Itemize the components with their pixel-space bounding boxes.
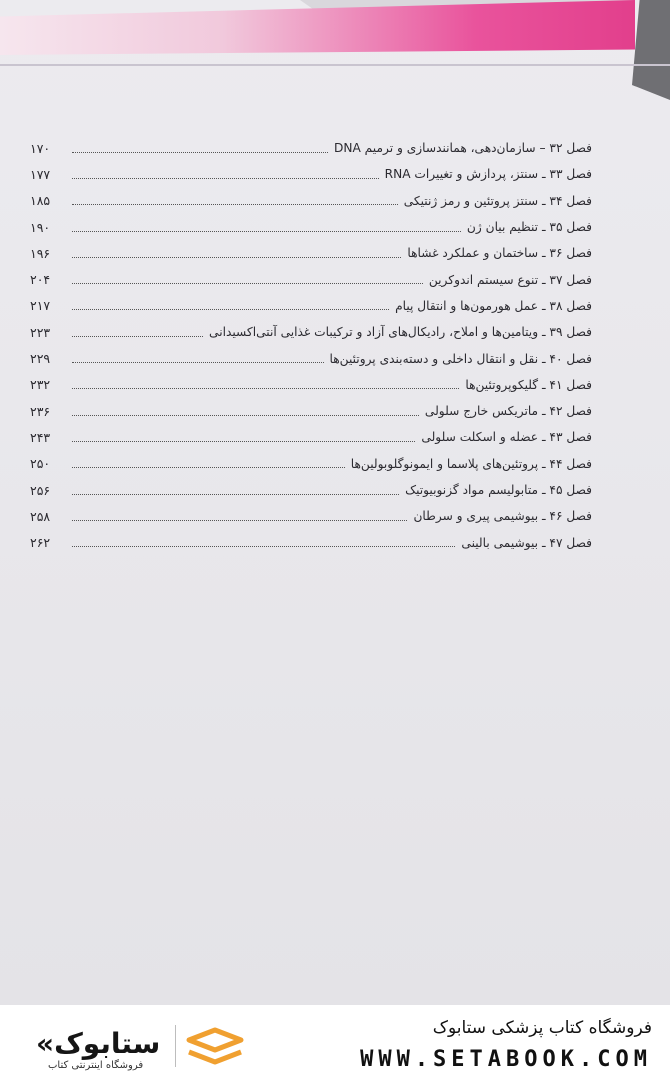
shop-name: فروشگاه کتاب پزشکی ستابوک <box>432 1018 652 1038</box>
toc-leader-dots <box>72 441 415 442</box>
toc-leader-dots <box>72 546 455 547</box>
toc-row <box>30 372 592 398</box>
toc-page-number: ۲۵۰ <box>30 456 51 472</box>
toc-page-number: ۱۷۷ <box>30 166 51 182</box>
toc-row <box>30 161 592 187</box>
setabook-logo-mark-icon <box>185 1026 245 1068</box>
toc-page-number: ۲۲۹ <box>30 351 51 367</box>
toc-leader-dots <box>72 152 328 153</box>
toc-leader-dots <box>72 283 423 284</box>
toc-title: فصل ۴۳ ـ عضله و اسکلت سلولی <box>421 430 592 445</box>
logo-tagline: فروشگاه اینترنتی کتاب <box>48 1060 144 1071</box>
toc-page-number: ۱۸۵ <box>30 193 51 209</box>
logo-wordmark: «ستابوک <box>36 1027 161 1060</box>
toc-page-number: ۱۹۰ <box>30 219 51 235</box>
toc-row <box>30 135 592 161</box>
toc-title: فصل ۳۵ ـ تنظیم بیان ژن <box>466 220 592 235</box>
toc-title: فصل ۴۰ ـ نقل و انتقال داخلی و دسته‌بندی پروتئین‌ها <box>329 351 592 366</box>
toc-row <box>30 293 592 319</box>
toc-title: فصل ۳۳ ـ سنتز، پردازش و تغییرات RNA <box>384 167 592 182</box>
shop-url: WWW.SETABOOK.COM <box>360 1047 652 1072</box>
toc-page-number: ۱۹۶ <box>30 245 51 261</box>
toc-leader-dots <box>72 362 324 363</box>
toc-title: فصل ۳۷ ـ تنوع سیستم اندوکرین <box>428 272 592 287</box>
pink-header-band <box>0 0 635 55</box>
toc-title: فصل ۳۸ ـ عمل هورمون‌ها و انتقال پیام <box>395 298 592 313</box>
toc-title: فصل ۳۴ ـ سنتز پروتئین و رمز ژنتیکی <box>403 193 592 208</box>
toc-row <box>30 424 592 450</box>
toc-row <box>30 188 592 214</box>
toc-title: فصل ۴۷ ـ بیوشیمی بالینی <box>461 535 592 550</box>
toc-leader-dots <box>72 494 399 495</box>
toc-row <box>30 319 592 345</box>
toc-row <box>30 451 592 477</box>
toc-title: فصل ۴۲ ـ ماتریکس خارج سلولی <box>424 404 592 419</box>
toc-page-number: ۲۶۲ <box>30 535 51 551</box>
gray-corner-tab <box>632 0 670 100</box>
toc-page-number: ۲۵۶ <box>30 482 51 498</box>
toc-page-number: ۲۳۶ <box>30 403 51 419</box>
toc-page-number: ۲۳۲ <box>30 377 51 393</box>
toc-leader-dots <box>72 520 407 521</box>
toc-page-number: ۲۵۸ <box>30 508 51 524</box>
toc-title: فصل ۴۶ ـ بیوشیمی پیری و سرطان <box>413 509 592 524</box>
toc-page-number: ۲۱۷ <box>30 298 51 314</box>
toc-page-number: ۲۴۳ <box>30 429 51 445</box>
toc-row <box>30 266 592 292</box>
toc-page-number: ۲۰۴ <box>30 272 51 288</box>
toc-title: فصل ۳۶ ـ ساختمان و عملکرد غشاها <box>407 246 592 261</box>
toc-row <box>30 529 592 555</box>
logo-separator <box>175 1025 176 1067</box>
toc-leader-dots <box>72 336 203 337</box>
toc-row <box>30 503 592 529</box>
table-of-contents <box>30 135 592 556</box>
toc-row <box>30 214 592 240</box>
toc-leader-dots <box>72 467 345 468</box>
toc-leader-dots <box>72 309 389 310</box>
toc-row <box>30 345 592 371</box>
toc-leader-dots <box>72 388 459 389</box>
toc-page-number: ۱۷۰ <box>30 140 51 156</box>
toc-row <box>30 398 592 424</box>
toc-title: فصل ۴۴ ـ پروتئین‌های پلاسما و ایمونوگلوبولین‌ها <box>350 456 592 471</box>
toc-leader-dots <box>72 231 461 232</box>
toc-title: فصل ۴۵ ـ متابولیسم مواد گزنوبیوتیک <box>405 483 592 497</box>
toc-title: فصل ۳۲ – سازمان‌دهی، همانندسازی و ترمیم DNA <box>333 141 592 156</box>
toc-leader-dots <box>72 204 398 205</box>
toc-leader-dots <box>72 178 379 179</box>
page-edge-line <box>0 64 670 66</box>
toc-page-number: ۲۲۳ <box>30 324 51 340</box>
toc-title: فصل ۳۹ ـ ویتامین‌ها و املاح، رادیکال‌های آزاد و ترکیبات غذایی آنتی‌اکسیدانی <box>209 325 592 340</box>
toc-leader-dots <box>72 257 401 258</box>
toc-row <box>30 240 592 266</box>
toc-row <box>30 477 592 503</box>
toc-title: فصل ۴۱ ـ گلیکوپروتئین‌ها <box>465 377 592 392</box>
toc-leader-dots <box>72 415 419 416</box>
